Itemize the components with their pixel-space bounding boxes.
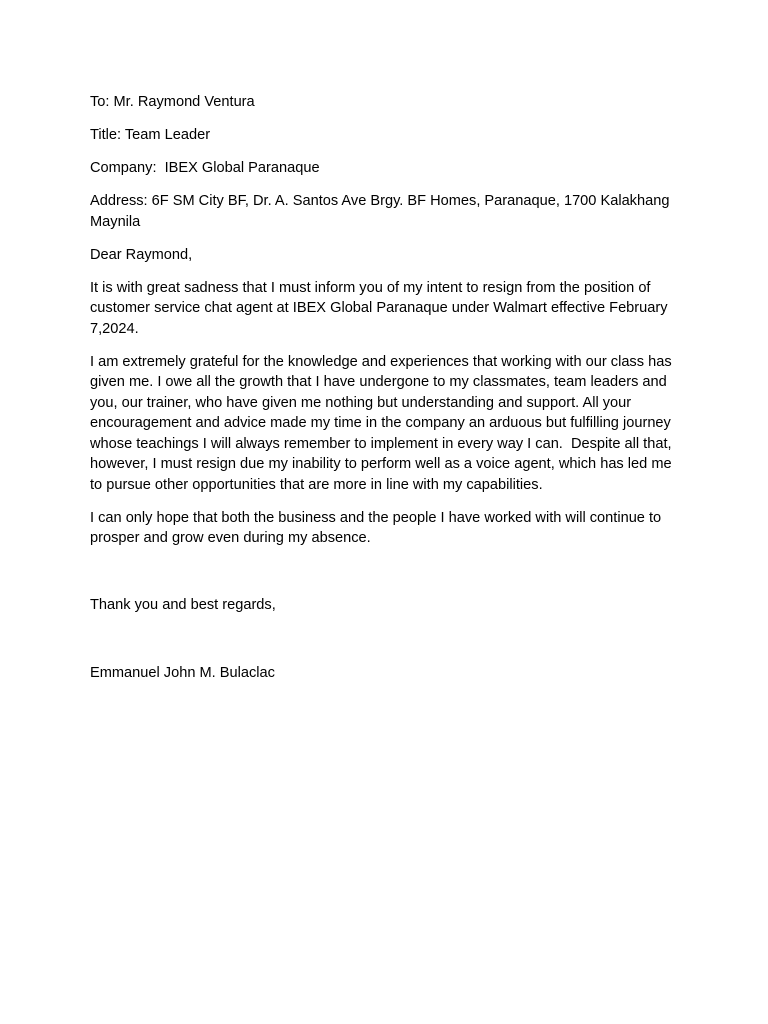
company-line: Company: IBEX Global Paranaque <box>90 160 320 176</box>
spacer <box>90 561 680 595</box>
recipient-title-line: Title: Team Leader <box>90 127 211 143</box>
signature-spacer <box>90 628 680 663</box>
recipient-line: To: Mr. Raymond Ventura <box>90 94 255 110</box>
body-paragraph-2: I am extremely grateful for the knowledge and experiences that working with our class has given me. I owe all the growth that I have undergone to my classmates, team leaders and you, our trainer, who have given me nothing but understanding and support. All your encouragement and advice made my time in the company an arduous but fulfilling journey whose teachings I will always remember to implement in every way I can. Despite all that, however, I must resign due my inability to perform well as a voice agent, which has led me to pursue other opportunities that are more in line with my capabilities. <box>90 353 676 493</box>
address-line: Address: 6F SM City BF, Dr. A. Santos Ave Brgy. BF Homes, Paranaque, 1700 Kalakhang Maynila <box>90 193 674 230</box>
body-paragraph-3: I can only hope that both the business and the people I have worked with will continue to prosper and grow even during my absence. <box>90 509 666 546</box>
body-paragraph-1: It is with great sadness that I must inform you of my intent to resign from the position of customer service chat agent at IBEX Global Paranaque under Walmart effective February 7,2024. <box>90 279 672 337</box>
resignation-letter <box>90 92 680 696</box>
closing-line: Thank you and best regards, <box>90 597 276 613</box>
salutation: Dear Raymond, <box>90 246 193 263</box>
signature-name: Emmanuel John M. Bulaclac <box>90 665 275 681</box>
